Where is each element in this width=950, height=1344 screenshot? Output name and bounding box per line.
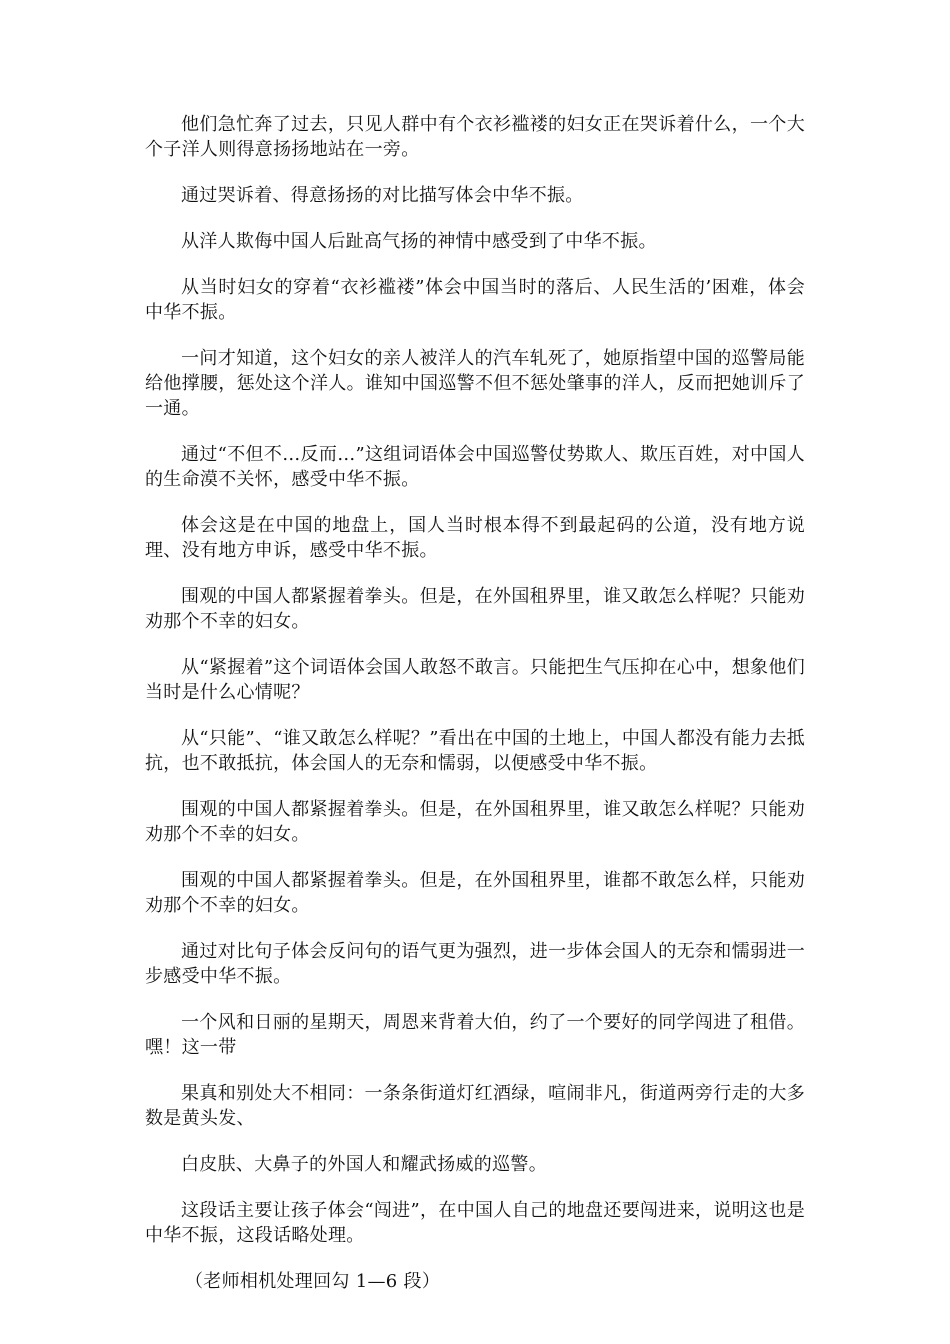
paragraph-13: 通过对比句子体会反问句的语气更为强烈，进一步体会国人的无奈和懦弱进一步感受中华不振。 [145, 941, 805, 987]
paragraph-10: 从“只能”、“谁又敢怎么样呢？”看出在中国的土地上，中国人都没有能力去抵抗，也不敢抵抗，体会国人的无奈和懦弱，以便感受中华不振。 [145, 728, 805, 774]
paragraph-1: 他们急忙奔了过去，只见人群中有个衣衫褴褛的妇女正在哭诉着什么，一个大个子洋人则得意扬扬地站在一旁。 [145, 114, 805, 160]
paragraph-15: 果真和别处大不相同：一条条街道灯红酒绿，喧闹非凡，街道两旁行走的大多数是黄头发、 [145, 1083, 805, 1129]
paragraph-16: 白皮肤、大鼻子的外国人和耀武扬威的巡警。 [181, 1154, 547, 1175]
paragraph-7: 体会这是在中国的地盘上，国人当时根本得不到最起码的公道，没有地方说理、没有地方申诉，感受中华不振。 [145, 515, 805, 561]
paragraph-6: 通过“不但不…反而…”这组词语体会中国巡警仗势欺人、欺压百姓，对中国人的生命漠不关怀，感受中华不振。 [145, 444, 805, 490]
paragraph-12: 围观的中国人都紧握着拳头。但是，在外国租界里，谁都不敢怎么样，只能劝劝那个不幸的妇女。 [145, 870, 805, 916]
document-body [145, 112, 805, 1315]
paragraph-14: 一个风和日丽的星期天，周恩来背着大伯，约了一个要好的同学闯进了租借。嘿！这一带 [145, 1012, 805, 1058]
teacher-note: （老师相机处理回勾 1—6 段） [185, 1271, 441, 1292]
paragraph-17: 这段话主要让孩子体会“闯进”，在中国人自己的地盘还要闯进来，说明这也是中华不振，这段话略处理。 [145, 1200, 805, 1246]
paragraph-3: 从洋人欺侮中国人后趾高气扬的神情中感受到了中华不振。 [181, 231, 657, 252]
paragraph-8: 围观的中国人都紧握着拳头。但是，在外国租界里，谁又敢怎么样呢？只能劝劝那个不幸的妇女。 [145, 586, 805, 632]
paragraph-2: 通过哭诉着、得意扬扬的对比描写体会中华不振。 [181, 185, 584, 206]
paragraph-5: 一问才知道，这个妇女的亲人被洋人的汽车轧死了，她原指望中国的巡警局能给他撑腰，惩处这个洋人。谁知中国巡警不但不惩处肇事的洋人，反而把她训斥了一通。 [145, 348, 805, 419]
paragraph-9: 从“紧握着”这个词语体会国人敢怒不敢言。只能把生气压抑在心中，想象他们当时是什么心情呢？ [145, 657, 805, 703]
paragraph-4: 从当时妇女的穿着“衣衫褴褛”体会中国当时的落后、人民生活的’困难，体会中华不振。 [145, 277, 805, 323]
paragraph-11: 围观的中国人都紧握着拳头。但是，在外国租界里，谁又敢怎么样呢？只能劝劝那个不幸的妇女。 [145, 799, 805, 845]
